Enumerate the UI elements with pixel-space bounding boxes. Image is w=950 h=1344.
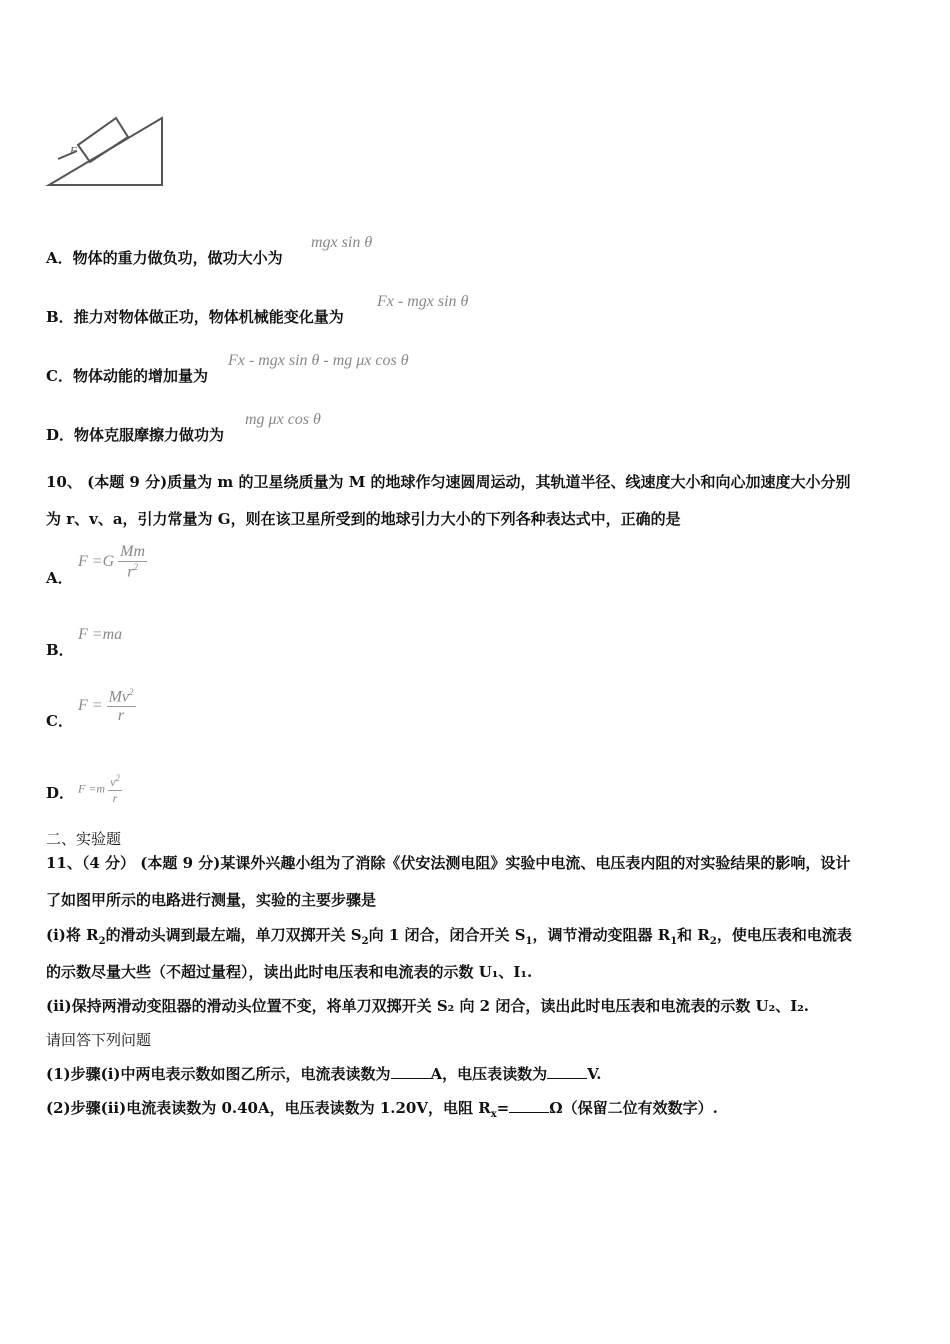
q9-option-a-expr: mgx sin θ: [311, 234, 373, 251]
q10-option-b-expr: F =ma: [78, 626, 123, 643]
answer-blank-voltage[interactable]: [547, 1064, 587, 1079]
q10-option-b-label: B．: [46, 641, 74, 659]
q11-step1-line1: (i)将 $R_2$的滑动头调到最左端，单刀双掷开关 $S_2$向 1 闭合，闭合开关 $S_1$，调节滑动变阻器 $R_1$和 $R_2$，使电压表和电流表: [46, 926, 852, 947]
section-title: 二、实验题: [46, 830, 122, 848]
q11-sub2: (2)步骤(ii)电流表读数为 0.40A，电压表读数为 1.20V，电阻 $R_x= \Omega$（保留二位有效数字）.: [46, 1099, 718, 1120]
incline-block-figure: [40, 110, 180, 195]
q9-option-d: D．物体克服摩擦力做功为: [46, 426, 225, 444]
q11-step2: (ii)保持两滑动变阻器的滑动头位置不变，将单刀双掷开关 S₂ 向 2 闭合，读出此时电压表和电流表的示数 U₂、I₂.: [46, 997, 810, 1015]
q11-step1-line2: 的示数尽量大些（不超过量程），读出此时电压表和电流表的示数 U₁、I₁.: [46, 963, 533, 981]
q10-option-d-expr: F =m $\frac{v^2}{r}$: [78, 773, 120, 805]
q10-option-c-label: C．: [46, 712, 73, 730]
q10-option-a-label: A．: [46, 569, 73, 587]
q11-prompt: 请回答下列问题: [46, 1031, 152, 1049]
answer-blank-current[interactable]: [391, 1064, 431, 1079]
q11-sub1: (1)步骤(i)中两电表示数如图乙所示，电流表读数为 A，电压表读数为 V.: [46, 1065, 602, 1083]
q9-option-d-expr: mg μx cos θ: [245, 411, 321, 428]
q9-option-c-expr: Fx - mgx sin θ - mg μx cos θ: [228, 352, 409, 369]
q9-option-b: B．推力对物体做正功，物体机械能变化量为: [46, 308, 344, 326]
force-label: F: [70, 145, 77, 157]
q10-stem-line2: 为 r、v、a，引力常量为 G，则在该卫星所受到的地球引力大小的下列各种表达式中，正确的是: [46, 510, 681, 528]
q10-option-d-label: D．: [46, 784, 75, 802]
q9-option-c: C．物体动能的增加量为: [46, 367, 208, 385]
q9-option-b-expr: Fx - mgx sin θ: [377, 293, 469, 310]
q11-stem-line1: 11、（4 分） (本题 9 分)某课外兴趣小组为了消除《伏安法测电阻》实验中电流、电压表内阻的对实验结果的影响，设计: [46, 854, 851, 872]
q10-option-a-expr: F =G $\frac{Mm}{r^2}$: [78, 543, 146, 581]
block: [78, 118, 128, 162]
answer-blank-resistance[interactable]: [509, 1098, 549, 1113]
q10-option-c-expr: F = $\frac{Mv^2}{r}$: [78, 687, 134, 725]
q9-option-a: A．物体的重力做负功，做功大小为: [46, 249, 283, 267]
q11-stem-line2: 了如图甲所示的电路进行测量，实验的主要步骤是: [46, 891, 377, 909]
q10-stem-line1: 10、 (本题 9 分)质量为 m 的卫星绕质量为 M 的地球作匀速圆周运动，其轨道半径、线速度大小和向心加速度大小分别: [46, 473, 851, 491]
